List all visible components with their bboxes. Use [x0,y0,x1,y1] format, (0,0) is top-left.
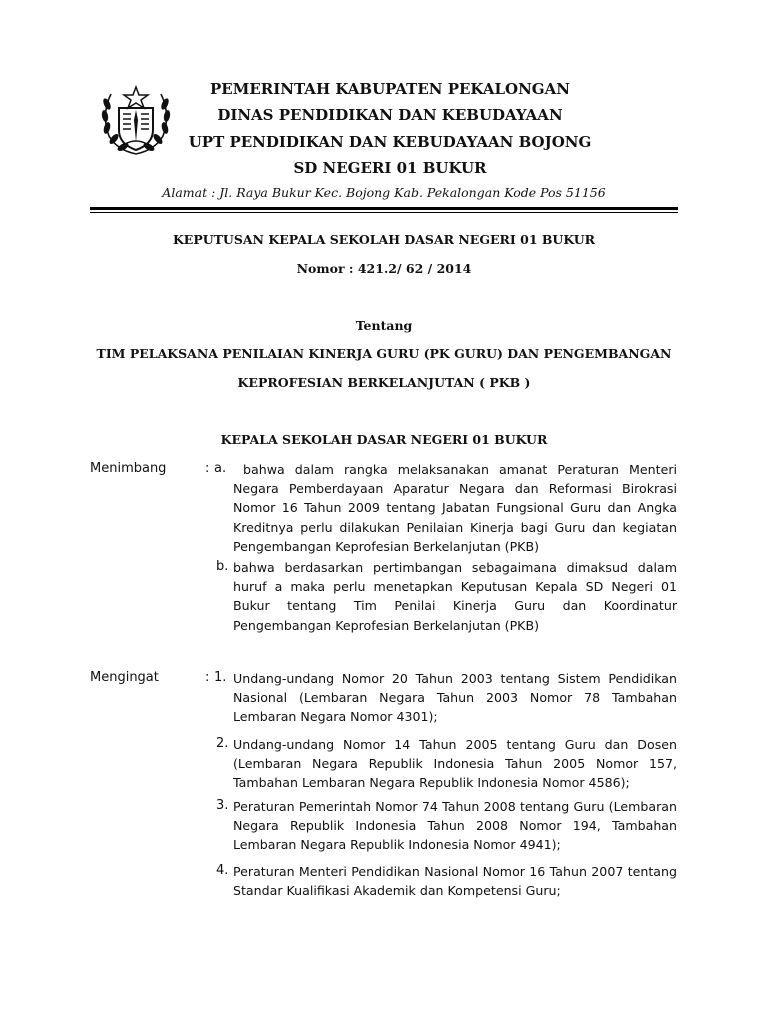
decree-issuer: KEPALA SEKOLAH DASAR NEGERI 01 BUKUR [220,432,548,447]
mengingat-item-text: Undang-undang Nomor 20 Tahun 2003 tentang Sistem Pendidikan Nasional (Lembaran Negara Tahun 2003 Nomor 78 Tambahan Lembaran Negara Nomor 4301); [233,671,677,725]
regency-emblem-logo [97,84,175,158]
menimbang-item-marker: a. [214,461,227,476]
menimbang-item-text: bahwa berdasarkan pertimbangan sebagaimana dimaksud dalam huruf a maka perlu menetapkan Keputusan Kepala SD Negeri 01 Bukur tentang Tim Penilai Kinerja Guru dan Koordinatur Pengembangan Keprofesian Berkelanjutan (PKB) [233,560,677,633]
decree-title: KEPUTUSAN KEPALA SEKOLAH DASAR NEGERI 01 BUKUR [172,232,596,247]
mengingat-item-text: Peraturan Pemerintah Nomor 74 Tahun 2008 tentang Guru (Lembaran Negara Republik Indonesia Tahun 2008 Nomor 194, Tambahan Lembaran Negara Republik Indonesia Nomor 4941); [233,799,677,853]
letterhead-thick-rule [90,207,678,210]
mengingat-colon: : [205,670,210,685]
letterhead-school-name: SD NEGERI 01 BUKUR [293,159,487,177]
menimbang-item-text: bahwa dalam rangka melaksanakan amanat Peraturan Menteri Negara Pemberdayaan Aparatur Negara dan Reformasi Birokrasi Nomor 16 Tahun 2009 tentang Jabatan Fungsional Guru dan Angka Kreditnya perlu dilakukan Penilaian Kinerja bagi Guru dan kegiatan Pengembangan Keprofesian Berkelanjutan (PKB) [233,462,677,554]
mengingat-item-text: Undang-undang Nomor 14 Tahun 2005 tentang Guru dan Dosen (Lembaran Negara Republik Indonesia Tahun 2005 Nomor 157, Tambahan Lembaran Negara Republik Indonesia Nomor 4586); [233,737,677,791]
letterhead-government-title: PEMERINTAH KABUPATEN PEKALONGAN [210,80,570,98]
decree-subject-line1: TIM PELAKSANA PENILAIAN KINERJA GURU (PK GURU) DAN PENGEMBANGAN [96,346,672,361]
letterhead-agency-title: DINAS PENDIDIKAN DAN KEBUDAYAAN [217,106,563,124]
mengingat-item-marker: 2. [216,736,229,751]
mengingat-label: Mengingat [90,670,159,685]
menimbang-item-marker: b. [216,559,229,574]
menimbang-colon: : [205,461,210,476]
decree-number: Nomor : 421.2/ 62 / 2014 [296,261,472,276]
letterhead-unit-title: UPT PENDIDIKAN DAN KEBUDAYAAN BOJONG [188,133,592,151]
decree-about-label: Tentang [355,318,413,333]
mengingat-item-marker: 4. [216,863,229,878]
letterhead-address: Alamat : Jl. Raya Bukur Kec. Bojong Kab. Pekalongan Kode Pos 51156 [162,185,606,200]
mengingat-item-text: Peraturan Menteri Pendidikan Nasional Nomor 16 Tahun 2007 tentang Standar Kualifikasi Akademik dan Kompetensi Guru; [233,864,677,899]
menimbang-label: Menimbang [90,461,167,476]
mengingat-item-marker: 3. [216,798,229,813]
letterhead-thin-rule [90,212,678,213]
mengingat-item-marker: 1. [214,670,227,685]
decree-subject-line2: KEPROFESIAN BERKELANJUTAN ( PKB ) [237,375,531,390]
